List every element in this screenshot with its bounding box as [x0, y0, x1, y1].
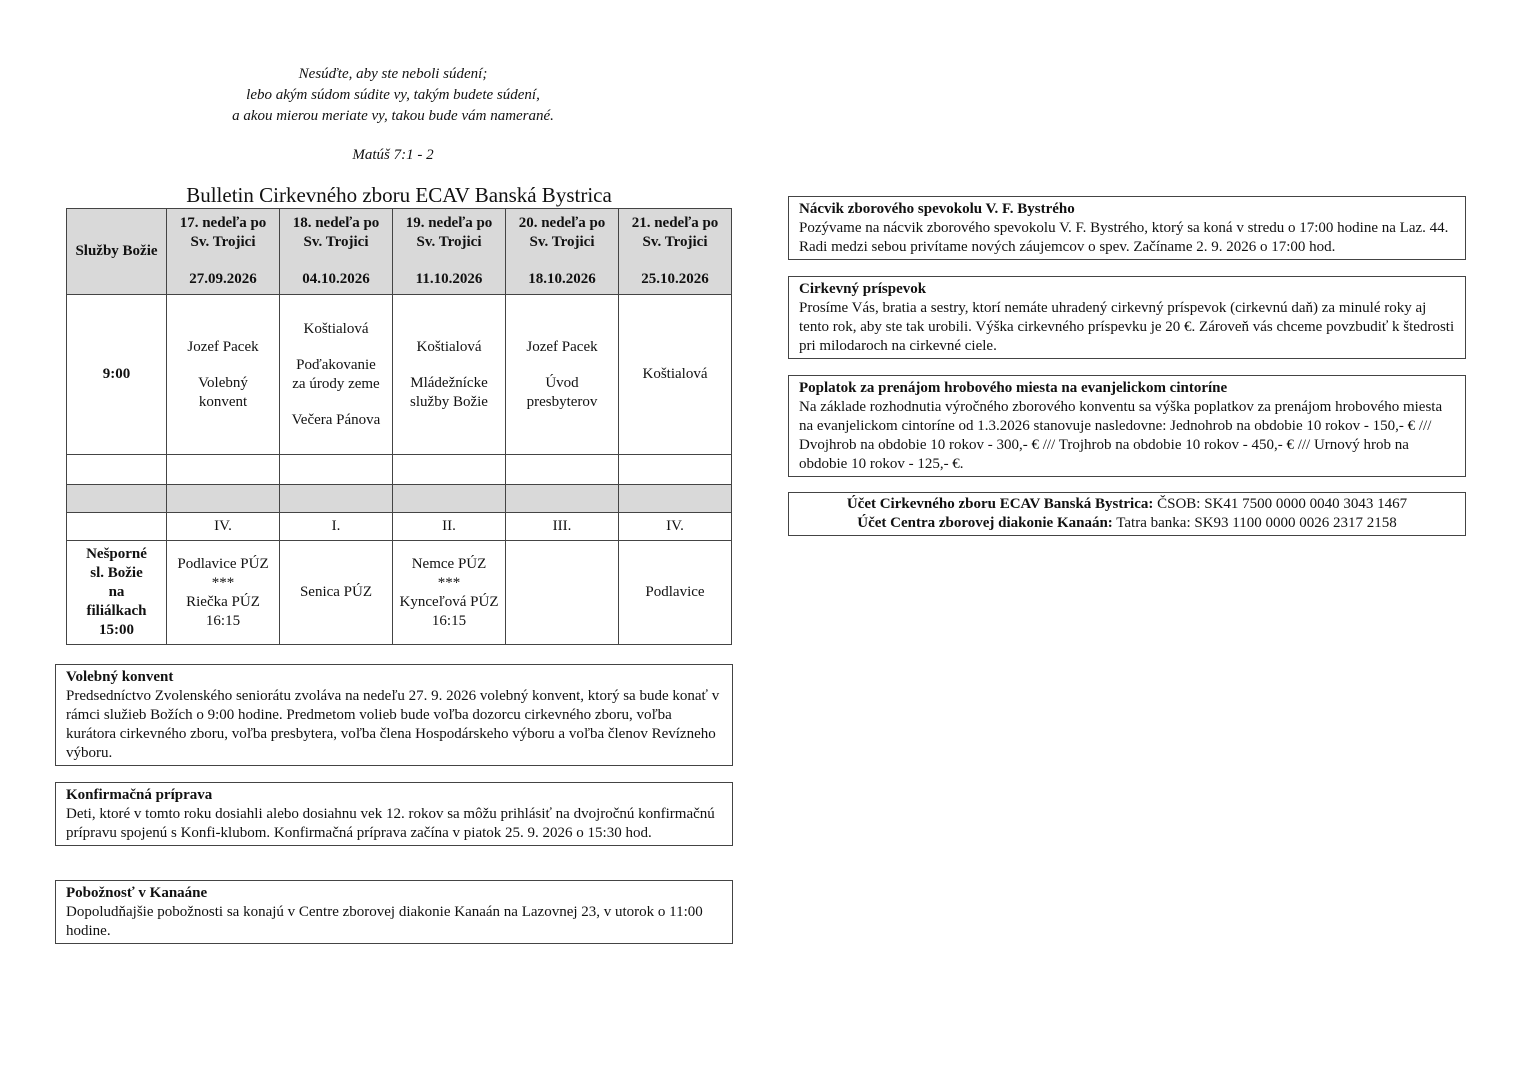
table-row: [67, 513, 732, 541]
services-table: [66, 208, 732, 645]
notice-body: Pozývame na nácvik zborového spevokolu V. F. Bystrého, ktorý sa koná v stredu o 17:00 hodine na Laz. 44. Radi medzi sebou privítame nových záujemcov o spev. Začíname 2. 9. 2026 o 17:00 hod.: [799, 220, 1449, 255]
table-row: [67, 541, 732, 645]
notice-volebny-konvent: [55, 664, 733, 766]
notice-title: Cirkevný príspevok: [799, 281, 927, 297]
notice-title: Poplatok za prenájom hrobového miesta na evanjelickom cintoríne: [799, 380, 1228, 396]
bible-verse: [150, 64, 636, 166]
sunday-header: 21. nedeľa po Sv. Trojici 25.10.2026: [619, 209, 732, 295]
bank-accounts: [788, 492, 1466, 536]
notice-kanaan: [55, 880, 733, 944]
verse-line: Nesúďte, aby ste neboli súdení;: [298, 66, 488, 82]
sunday-header: 20. nedeľa po Sv. Trojici 18.10.2026: [506, 209, 619, 295]
filial-cell: Podlavice: [619, 541, 732, 645]
notice-body: Deti, ktoré v tomto roku dosiahli alebo dosiahnu vek 12. rokov sa môžu prihlásiť na dvojročnú konfirmačnú prípravu spojenú s Konfi-klubom. Konfirmačná príprava začína v piatok 25. 9. 2026 o 15:30 hod.: [66, 806, 715, 841]
time-cell: 9:00: [67, 295, 167, 455]
notice-prispevok: [788, 276, 1466, 359]
group-cell: IV.: [167, 513, 280, 541]
notice-body: Prosíme Vás, bratia a sestry, ktorí nemáte uhradený cirkevný príspevok (cirkevnú daň) za minulé roky aj tento rok, aby ste tak urobili. Výška cirkevného príspevku je 20 €. Zároveň vás chceme povzbudiť k štedrosti pri milodaroch na cirkevné ciele.: [799, 300, 1455, 354]
filial-cell: [506, 541, 619, 645]
filial-cell: Nemce PÚZ *** Kynceľová PÚZ 16:15: [393, 541, 506, 645]
service-cell: Koštialová: [619, 295, 732, 455]
notice-body: Na základe rozhodnutia výročného zborového konventu sa výška poplatkov za prenájom hrobového miesta na evanjelickom cintoríne od 1.3.2026 stanovuje nasledovne: Jednohrob na obdobie 10 rokov - 150,- € /// Dvojhrob na obdobie 10 rokov - 300,- € /// Trojhrob na obdobie 10 rokov - 450,- € /// Urnový hrob na obdobie 10 rokov - 125,- €.: [799, 399, 1443, 472]
filial-cell: Podlavice PÚZ *** Riečka PÚZ 16:15: [167, 541, 280, 645]
notice-body: Dopoludňajšie pobožnosti sa konajú v Centre zborovej diakonie Kanaán na Lazovnej 23, v utorok o 11:00 hodine.: [66, 904, 703, 939]
verse-reference: Matúš 7:1 - 2: [352, 147, 434, 163]
sunday-header: 17. nedeľa po Sv. Trojici 27.09.2026: [167, 209, 280, 295]
filial-cell: Senica PÚZ: [280, 541, 393, 645]
table-row: [67, 485, 732, 513]
account-kanaan: Účet Centra zborovej diakonie Kanaán: Tatra banka: SK93 1100 0000 0026 2317 2158: [857, 515, 1397, 531]
notice-title: Nácvik zborového spevokolu V. F. Bystrého: [799, 201, 1075, 217]
account-zbor: Účet Cirkevného zboru ECAV Banská Bystrica: ČSOB: SK41 7500 0000 0040 3043 1467: [846, 496, 1408, 512]
sunday-header: 19. nedeľa po Sv. Trojici 11.10.2026: [393, 209, 506, 295]
notice-spevokol: [788, 196, 1466, 260]
table-row: [67, 455, 732, 485]
corner-cell: Služby Božie: [67, 209, 167, 295]
notice-hrob: [788, 375, 1466, 477]
service-cell: Koštialová Poďakovanie za úrody zeme Večera Pánova: [280, 295, 393, 455]
page-title: Bulletin Cirkevného zboru ECAV Banská Bystrica: [186, 183, 612, 207]
notice-title: Volebný konvent: [66, 669, 174, 685]
notice-konfirmacia: [55, 782, 733, 846]
verse-line: lebo akým súdom súdite vy, takým budete súdení,: [246, 87, 540, 103]
group-cell: I.: [280, 513, 393, 541]
notice-title: Konfirmačná príprava: [66, 787, 213, 803]
service-cell: Jozef Pacek Volebný konvent: [167, 295, 280, 455]
sunday-header: 18. nedeľa po Sv. Trojici 04.10.2026: [280, 209, 393, 295]
group-cell: III.: [506, 513, 619, 541]
service-cell: Jozef Pacek Úvod presbyterov: [506, 295, 619, 455]
table-header-row: [67, 209, 732, 295]
notice-body: Predsedníctvo Zvolenského seniorátu zvoláva na nedeľu 27. 9. 2026 volebný konvent, ktorý sa bude konať v rámci služieb Božích o 9:00 hodine. Predmetom volieb bude voľba dozorcu cirkevného zboru, voľba kurátora cirkevného zboru, voľba presbytera, voľba člena Hospodárskeho výboru a voľba členov Revízneho výboru.: [66, 688, 720, 761]
notice-title: Pobožnosť v Kanaáne: [66, 885, 208, 901]
table-row: [67, 295, 732, 455]
service-cell: Koštialová Mládežnícke služby Božie: [393, 295, 506, 455]
verse-line: a akou mierou meriate vy, takou bude vám namerané.: [232, 108, 554, 124]
group-cell: II.: [393, 513, 506, 541]
filial-label-cell: Nešporné sl. Božie na filiálkach 15:00: [67, 541, 167, 645]
group-cell: IV.: [619, 513, 732, 541]
